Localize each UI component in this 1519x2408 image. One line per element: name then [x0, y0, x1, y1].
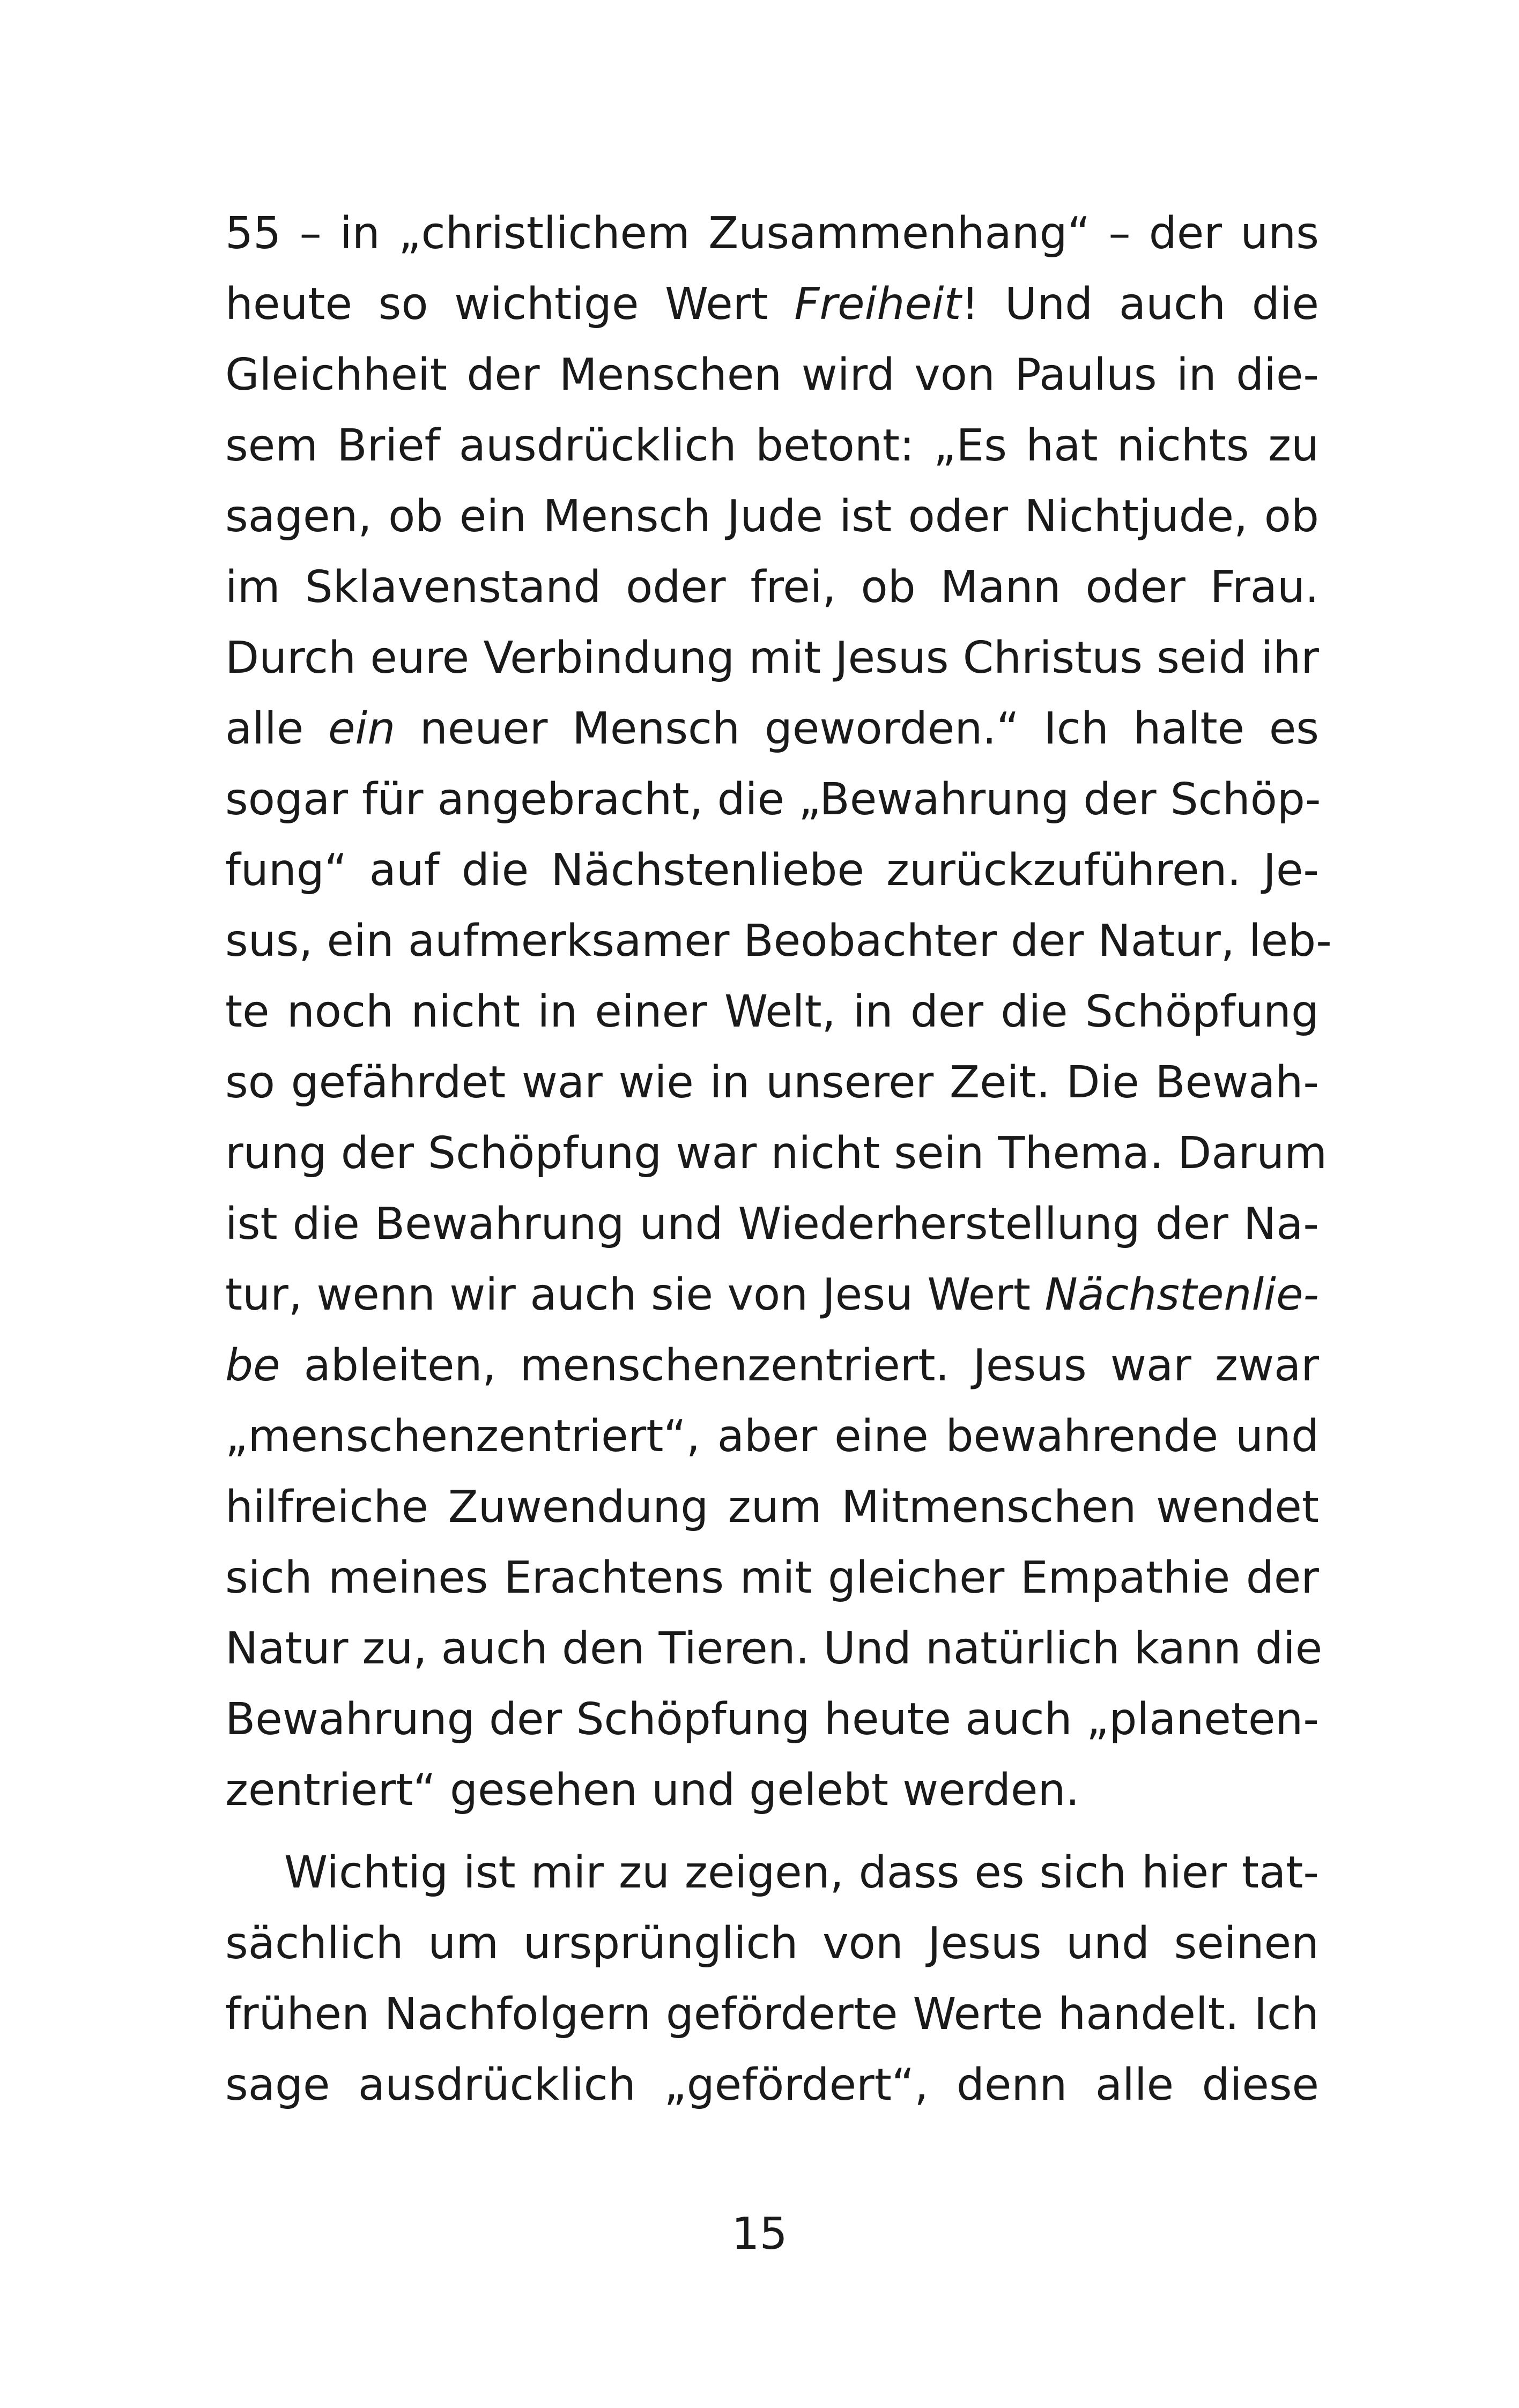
text-line: heute so wichtige Wert Freiheit! Und auch die: [225, 279, 1319, 330]
text-line: be ableiten, menschenzentriert. Jesus war zwar: [225, 1340, 1319, 1391]
text-line: rung der Schöpfung war nicht sein Thema. Darum: [225, 1128, 1328, 1179]
text-line: te noch nicht in einer Welt, in der die Schöpfung: [225, 986, 1319, 1037]
text-line: so gefährdet war wie in unserer Zeit. Die Bewah-: [225, 1057, 1319, 1108]
text-line: 55 – in „christlichem Zusammenhang“ – der uns: [225, 208, 1319, 259]
text-line: Durch eure Verbindung mit Jesus Christus seid ihr: [225, 633, 1319, 683]
text-line: sem Brief ausdrücklich betont: „Es hat nichts zu: [225, 420, 1319, 471]
text-line: sogar für angebracht, die „Bewahrung der Schöp-: [225, 774, 1321, 825]
text-line: im Sklavenstand oder frei, ob Mann oder Frau.: [225, 562, 1319, 613]
text-line: Bewahrung der Schöpfung heute auch „planeten-: [225, 1694, 1319, 1745]
italic-emphasis: Freiheit: [794, 279, 961, 330]
text-line: sich meines Erachtens mit gleicher Empathie der: [225, 1552, 1319, 1603]
text-line: sächlich um ursprünglich von Jesus und seinen: [225, 1918, 1319, 1969]
text-line: fung“ auf die Nächstenliebe zurückzuführen. Je-: [225, 845, 1319, 896]
text-line: hilfreiche Zuwendung zum Mitmenschen wendet: [225, 1482, 1319, 1533]
text-line: tur, wenn wir auch sie von Jesu Wert Nächstenlie-: [225, 1269, 1319, 1320]
text-line: Wichtig ist mir zu zeigen, dass es sich hier tat-: [284, 1847, 1319, 1898]
text-line: Natur zu, auch den Tieren. Und natürlich kann die: [225, 1623, 1323, 1674]
italic-emphasis: ein: [328, 703, 396, 754]
text-line: zentriert“ gesehen und gelebt werden.: [225, 1765, 1080, 1816]
text-line: alle ein neuer Mensch geworden.“ Ich halte es: [225, 703, 1319, 754]
body-text: [225, 198, 1332, 2121]
text-line: ist die Bewahrung und Wiederherstellung der Na-: [225, 1199, 1319, 1250]
italic-emphasis: be: [225, 1340, 280, 1391]
paragraph-gap: [225, 1826, 1319, 1838]
text-line: „menschenzentriert“, aber eine bewahrende und: [225, 1411, 1319, 1462]
italic-emphasis: Nächstenlie-: [1044, 1269, 1319, 1320]
page-number: 15: [731, 2209, 788, 2260]
text-line: sus, ein aufmerksamer Beobachter der Natur, leb-: [225, 916, 1332, 967]
text-line: frühen Nachfolgern geförderte Werte handelt. Ich: [225, 1989, 1319, 2040]
text-line: Gleichheit der Menschen wird von Paulus in die-: [225, 350, 1319, 400]
text-line: sagen, ob ein Mensch Jude ist oder Nichtjude, ob: [225, 491, 1319, 542]
text-line: sage ausdrücklich „gefördert“, denn alle diese: [225, 2060, 1319, 2110]
